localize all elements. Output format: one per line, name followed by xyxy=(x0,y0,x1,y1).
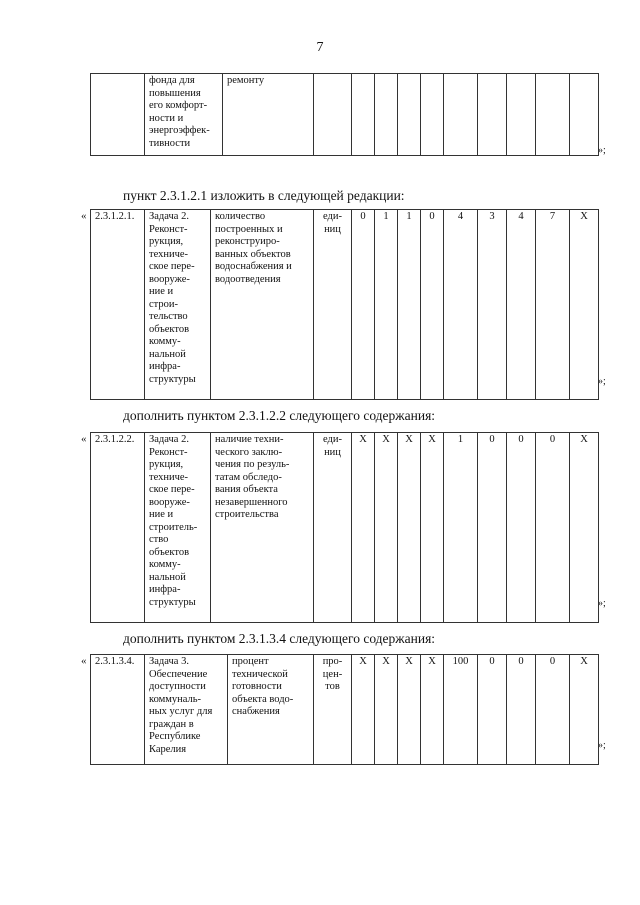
value-cell xyxy=(536,74,570,156)
task-cell: Задача 2. Реконст- рукция, техниче- ское пере- вооруже- ние и строитель- ство объектов комму- нальной инфра- структуры xyxy=(145,433,211,623)
value-cell: X xyxy=(570,433,599,623)
value-cell: 0 xyxy=(536,433,570,623)
value-cell: 7 xyxy=(536,210,570,400)
value-cell: 1 xyxy=(444,433,478,623)
task-cell: Задача 2. Реконст- рукция, техниче- ское пере- вооруже- ние и строи- тельство объектов комму- нальной инфра- структуры xyxy=(145,210,211,400)
value-cell: 0 xyxy=(421,210,444,400)
value-cell: 100 xyxy=(444,655,478,765)
indicator-cell: наличие техни- ческого заклю- чения по резуль- татам обследо- вания объекта незавершенного строительства xyxy=(211,433,314,623)
opening-quote: « xyxy=(81,655,87,667)
name-cell: фонда для повышения его комфорт- ности и энергоэффек- тивности xyxy=(145,74,223,156)
value-cell xyxy=(478,74,507,156)
value-cell xyxy=(352,74,375,156)
indicator-table-3 xyxy=(90,654,599,765)
value-cell xyxy=(570,74,599,156)
table-row xyxy=(91,210,599,400)
value-cell xyxy=(398,74,421,156)
value-cell: 0 xyxy=(478,655,507,765)
indicator-cell: количество построенных и реконструиро- ванных объектов водоснабжения и водоотведения xyxy=(211,210,314,400)
page-number: 7 xyxy=(316,40,324,55)
value-cell: 3 xyxy=(478,210,507,400)
unit-cell: еди- ниц xyxy=(314,210,352,400)
unit-cell: про- цен- тов xyxy=(314,655,352,765)
value-cell: X xyxy=(398,655,421,765)
indicator-cell: процент технической готовности объекта водо- снабжения xyxy=(228,655,314,765)
instruction-text: дополнить пунктом 2.3.1.2.2 следующего содержания: xyxy=(123,408,436,423)
continuation-table xyxy=(90,73,599,156)
value-cell xyxy=(421,74,444,156)
indicator-table-1 xyxy=(90,209,599,400)
code-cell: 2.3.1.2.2. xyxy=(91,433,145,623)
task-cell: Задача 3. Обеспечение доступности коммуналь- ных услуг для граждан в Республике Карелия xyxy=(145,655,228,765)
opening-quote: « xyxy=(81,433,87,445)
closing-mark: »; xyxy=(598,145,606,156)
value-cell: X xyxy=(375,433,398,623)
value-cell: 4 xyxy=(444,210,478,400)
value-cell: 0 xyxy=(536,655,570,765)
closing-mark: »; xyxy=(598,740,606,751)
value-cell: 1 xyxy=(375,210,398,400)
unit-cell xyxy=(314,74,352,156)
value-cell: 0 xyxy=(352,210,375,400)
table-row xyxy=(91,655,599,765)
value-cell: X xyxy=(570,210,599,400)
indicator-table-2 xyxy=(90,432,599,623)
value-cell: 0 xyxy=(507,655,536,765)
value-cell: 4 xyxy=(507,210,536,400)
code-cell xyxy=(91,74,145,156)
value-cell: X xyxy=(398,433,421,623)
unit-cell: еди- ниц xyxy=(314,433,352,623)
code-cell: 2.3.1.3.4. xyxy=(91,655,145,765)
value-cell: X xyxy=(570,655,599,765)
table-row xyxy=(91,433,599,623)
code-cell: 2.3.1.2.1. xyxy=(91,210,145,400)
value-cell: X xyxy=(421,433,444,623)
value-cell xyxy=(507,74,536,156)
value-cell: X xyxy=(352,655,375,765)
indicator-cell: ремонту xyxy=(223,74,314,156)
value-cell: X xyxy=(421,655,444,765)
value-cell: X xyxy=(352,433,375,623)
closing-mark: »; xyxy=(598,598,606,609)
opening-quote: « xyxy=(81,210,87,222)
value-cell: X xyxy=(375,655,398,765)
value-cell: 0 xyxy=(507,433,536,623)
value-cell: 0 xyxy=(478,433,507,623)
table-row xyxy=(91,74,599,156)
value-cell: 1 xyxy=(398,210,421,400)
instruction-text: пункт 2.3.1.2.1 изложить в следующей редакции: xyxy=(123,188,405,203)
closing-mark: »; xyxy=(598,376,606,387)
value-cell xyxy=(375,74,398,156)
value-cell xyxy=(444,74,478,156)
instruction-text: дополнить пунктом 2.3.1.3.4 следующего содержания: xyxy=(123,631,436,646)
